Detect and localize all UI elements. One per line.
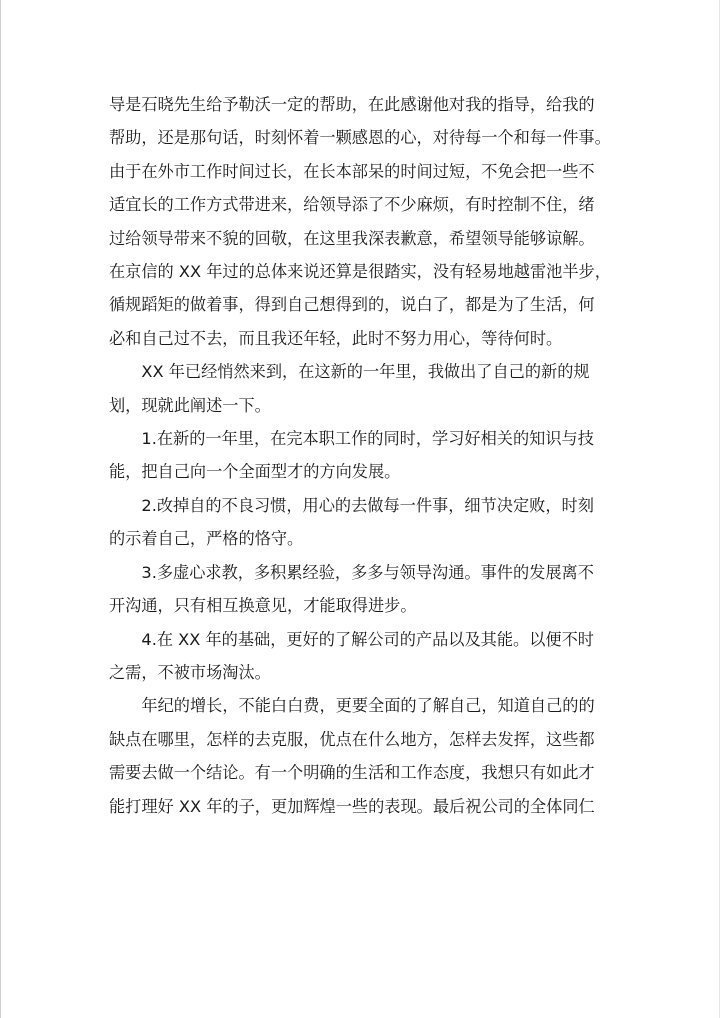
paragraph-1 [109,88,615,355]
text-line: 必和自己过不去，而且我还年轻，此时不努力用心，等待何时。 [109,328,563,348]
text-line: 能，把自己向一个全面型才的方向发展。 [109,462,401,482]
text-line: 开沟通，只有相互换意见，才能取得进步。 [109,596,417,616]
paragraph-6 [109,623,615,690]
text-line: 需要去做一个结论。有一个明确的生活和工作态度，我想只有如此才 [109,763,595,783]
text-line: 2.改掉自的不良习惯，用心的去做每一件事，细节决定败，时刻 [141,495,594,515]
text-line: 1.在新的一年里，在完本职工作的同时，学习好相关的知识与技 [141,429,594,449]
paragraph-5 [109,556,615,623]
text-line: 3.多虚心求教，多积累经验，多多与领导沟通。事件的发展离不 [141,562,594,582]
text-line: 缺点在哪里，怎样的去克服，优点在什么地方，怎样去发挥，这些都 [109,729,595,749]
text-line: XX 年已经悄然来到，在这新的一年里，我做出了自己的新的规 [141,362,590,382]
text-line: 4.在 XX 年的基础，更好的了解公司的产品以及其能。以便不时 [141,629,594,649]
text-line: 能打理好 XX 年的子，更加辉煌一些的表现。最后祝公司的全体同仁 [109,796,595,816]
text-line: 划，现就此阐述一下。 [109,395,271,415]
text-line: 过给领导带来不貌的回敬，在这里我深表歉意，希望领导能够谅解。 [109,228,595,248]
text-line: 帮助，还是那句话，时刻怀着一颗感恩的心，对待每一个和每一件事。 [109,128,611,148]
paragraph-3 [109,422,615,489]
page-edge-left [0,0,1,1018]
paragraph-4 [109,489,615,556]
text-line: 在京信的 XX 年过的总体来说还算是很踏实，没有轻易地越雷池半步， [109,262,611,282]
text-line: 适宜长的工作方式带进来，给领导添了不少麻烦，有时控制不住，绪 [109,195,595,215]
paragraph-7 [109,689,615,823]
text-line: 年纪的增长，不能白白费，更要全面的了解自己，知道自己的的 [141,696,595,716]
text-line: 导是石晓先生给予勒沃一定的帮助，在此感谢他对我的指导，给我的 [109,95,595,114]
text-line: 循规蹈矩的做着事，得到自己想得到的，说白了，都是为了生活，何 [109,295,595,315]
text-line: 由于在外市工作时间过长，在长本部呆的时间过短，不免会把一些不 [109,161,595,181]
text-line: 的示着自己，严格的恪守。 [109,529,304,549]
document-body [109,88,615,823]
text-line: 之需，不被市场淘汰。 [109,662,271,682]
paragraph-2 [109,355,615,422]
